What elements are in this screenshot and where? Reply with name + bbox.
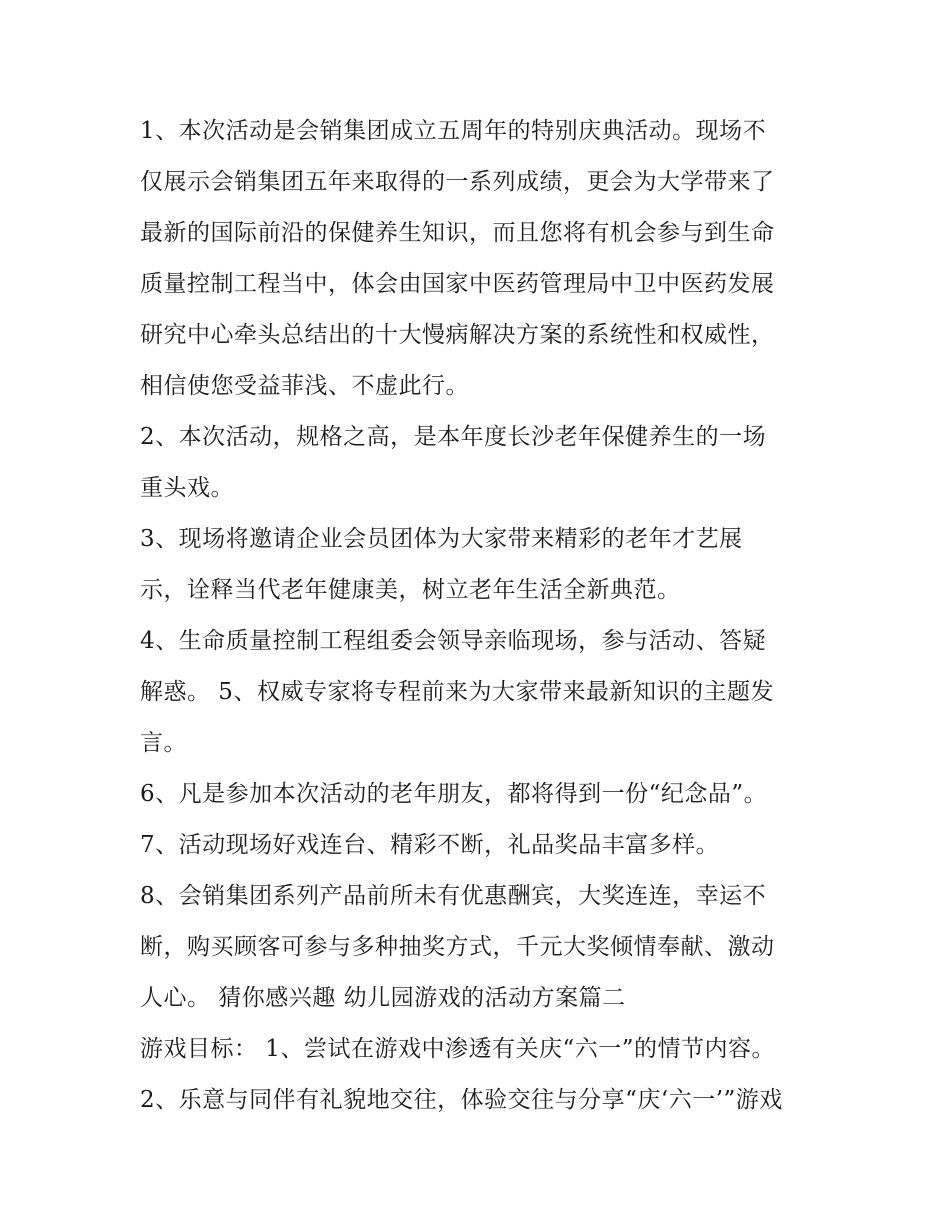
text-line: 示，诠释当代老年健康美，树立老年生活全新典范。 xyxy=(140,577,681,603)
text-line: 7、活动现场好戏连台、精彩不断，礼品奖品丰富多样。 xyxy=(140,832,720,858)
text-line: 研究中心牵头总结出的十大慢病解决方案的系统性和权威性， xyxy=(140,322,775,348)
text-line: 4、生命质量控制工程组委会领导亲临现场，参与活动、答疑 xyxy=(140,628,767,654)
text-line: 人心。 猜你感兴趣 幼儿园游戏的活动方案篇二 xyxy=(140,985,626,1011)
text-line: 1、本次活动是会销集团成立五周年的特别庆典活动。现场不 xyxy=(140,118,767,144)
text-line: 重头戏。 xyxy=(140,475,234,501)
text-line: 8、会销集团系列产品前所未有优惠酬宾，大奖连连，幸运不 xyxy=(140,883,767,909)
text-line: 3、现场将邀请企业会员团体为大家带来精彩的老年才艺展 xyxy=(140,526,743,552)
text-line: 解惑。 5、权威专家将专程前来为大家带来最新知识的主题发 xyxy=(140,679,774,705)
document-body xyxy=(140,106,830,1126)
text-line: 断，购买顾客可参与多种抽奖方式，千元大奖倾情奉献、激动 xyxy=(140,934,775,960)
text-line: 游戏目标： 1、尝试在游戏中渗透有关庆“六一”的情节内容。 xyxy=(140,1036,775,1062)
text-line: 2、本次活动，规格之高，是本年度长沙老年保健养生的一场 xyxy=(140,424,767,450)
text-line: 最新的国际前沿的保健养生知识，而且您将有机会参与到生命 xyxy=(140,220,775,246)
text-line: 仅展示会销集团五年来取得的一系列成绩，更会为大学带来了 xyxy=(140,169,775,195)
text-line: 质量控制工程当中，体会由国家中医药管理局中卫中医药发展 xyxy=(140,271,775,297)
text-line: 言。 xyxy=(140,730,187,756)
text-line: 2、乐意与同伴有礼貌地交往，体验交往与分享“庆‘六一’”游戏 xyxy=(140,1087,783,1113)
text-line: 相信使您受益菲浅、不虚此行。 xyxy=(140,373,469,399)
text-line: 6、凡是参加本次活动的老年朋友，都将得到一份“纪念品”。 xyxy=(140,781,768,807)
